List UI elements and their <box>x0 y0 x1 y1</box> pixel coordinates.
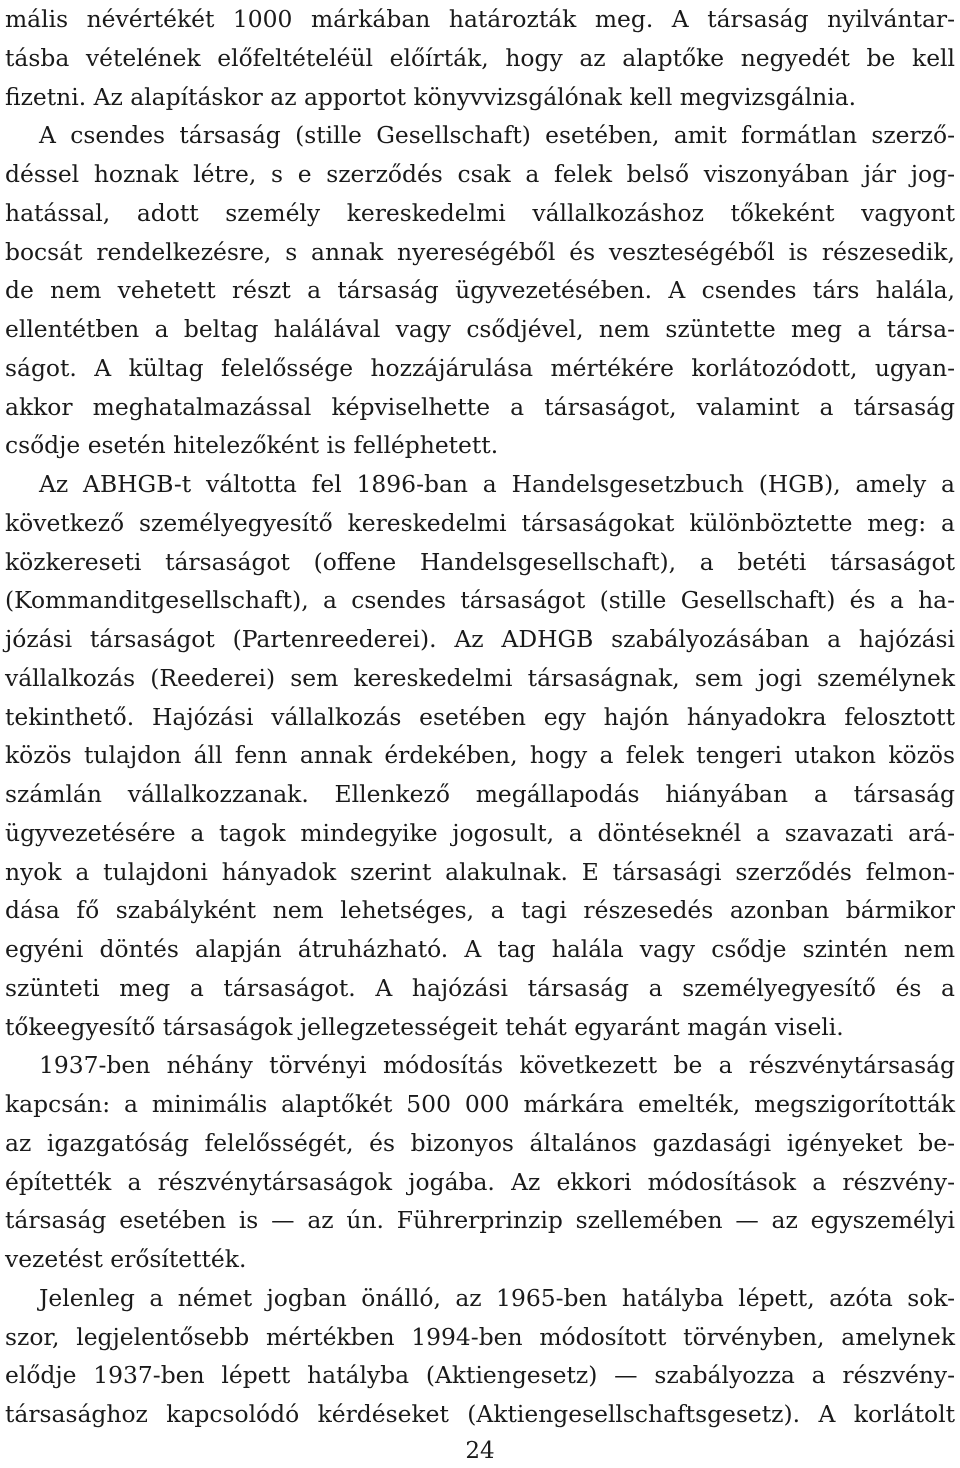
text-line: ságot. A kültag felelőssége hozzájárulása mértékére korlátozódott, ugyan- <box>5 353 955 382</box>
text-line: kapcsán: a minimális alaptőkét 500 000 márkára emelték, megszigorították <box>5 1090 955 1118</box>
text-line: egyéni döntés alapján átruházható. A tag halála vagy csődje szintén nem <box>5 935 955 963</box>
text-line: fizetni. Az alapításkor az apportot könyvvizsgálónak kell megvizsgálnia. <box>5 82 857 111</box>
text-line: akkor meghatalmazással képviselhette a társaságot, valamint a társaság <box>5 392 955 421</box>
text-line: szünteti meg a társaságot. A hajózási társaság a személyegyesítő és a <box>5 973 955 1002</box>
text-line: hatással, adott személy kereskedelmi vállalkozáshoz tőkeként vagyont <box>5 198 955 227</box>
text-line: Jelenleg a német jogban önálló, az 1965-ben hatályba lépett, azóta sok- <box>39 1283 955 1312</box>
text-line: szor, legjelentősebb mértékben 1994-ben módosított törvényben, amelynek <box>5 1322 955 1351</box>
text-line: építették a részvénytársaságok jogába. Az ekkori módosítások a részvény- <box>5 1167 955 1196</box>
text-line: A csendes társaság (stille Gesellschaft) esetében, amit formátlan szerző- <box>39 121 955 150</box>
text-line: bocsát rendelkezésre, s annak nyereségéből és veszteségéből is részesedik, <box>5 237 955 266</box>
text-line: de nem vehetett részt a társaság ügyvezetésében. A csendes társ halála, <box>5 276 955 305</box>
text-line: ellentétben a beltag halálával vagy csődjével, nem szüntette meg a társa- <box>5 315 955 343</box>
text-line: közös tulajdon áll fenn annak érdekében, hogy a felek tengeri utakon közös <box>5 741 955 770</box>
text-line: társasághoz kapcsolódó kérdéseket (Aktiengesellschaftsgesetz). A korlátolt <box>5 1400 955 1428</box>
text-line: tásba vételének előfeltételéül előírták, hogy az alaptőke negyedét be kell <box>5 43 955 72</box>
text-line: vállalkozás (Reederei) sem kereskedelmi társaságnak, sem jogi személynek <box>5 663 955 692</box>
text-line: az igazgatóság felelősségét, és bizonyos általános gazdasági igényeket be- <box>5 1128 955 1157</box>
text-line: elődje 1937-ben lépett hatályba (Aktiengesetz) — szabályozza a részvény- <box>5 1361 955 1390</box>
text-line: (Kommanditgesellschaft), a csendes társaságot (stille Gesellschaft) és a ha- <box>5 586 955 615</box>
text-line: 1937-ben néhány törvényi módosítás következett be a részvénytársaság <box>39 1051 955 1080</box>
page-number: 24 <box>465 1438 495 1464</box>
text-line: ügyvezetésére a tagok mindegyike jogosult, a döntéseknél a szavazati ará- <box>5 818 955 847</box>
text-line: dása fő szabályként nem lehetséges, a tagi részesedés azonban bármikor <box>5 896 955 925</box>
text-line: csődje esetén hitelezőként is felléphetett. <box>5 431 499 460</box>
text-line: Az ABHGB-t váltotta fel 1896-ban a Handelsgesetzbuch (HGB), amely a <box>39 470 955 498</box>
text-line: józási társaságot (Partenreederei). Az ADHGB szabályozásában a hajózási <box>5 625 955 653</box>
text-line: tőkeegyesítő társaságok jellegzetességeit tehát egyaránt magán viseli. <box>5 1012 844 1041</box>
text-line: számlán vállalkozzanak. Ellenkező megállapodás hiányában a társaság <box>5 780 955 808</box>
text-line: déssel hoznak létre, s e szerződés csak a felek belső viszonyában jár jog- <box>5 160 955 188</box>
text-line: vezetést erősítették. <box>5 1245 247 1273</box>
text-line: mális névértékét 1000 márkában határozták meg. A társaság nyilvántar- <box>5 5 955 33</box>
text-line: társaság esetében is — az ún. Führerprinzip szellemében — az egyszemélyi <box>5 1206 955 1235</box>
text-line: következő személyegyesítő kereskedelmi társaságokat különböztette meg: a <box>5 508 955 537</box>
text-line: közkereseti társaságot (offene Handelsgesellschaft), a betéti társaságot <box>5 547 955 576</box>
text-line: tekinthető. Hajózási vállalkozás esetében egy hajón hányadokra felosztott <box>5 702 955 731</box>
text-line: nyok a tulajdoni hányadok szerint alakulnak. E társasági szerződés felmon- <box>5 857 955 886</box>
